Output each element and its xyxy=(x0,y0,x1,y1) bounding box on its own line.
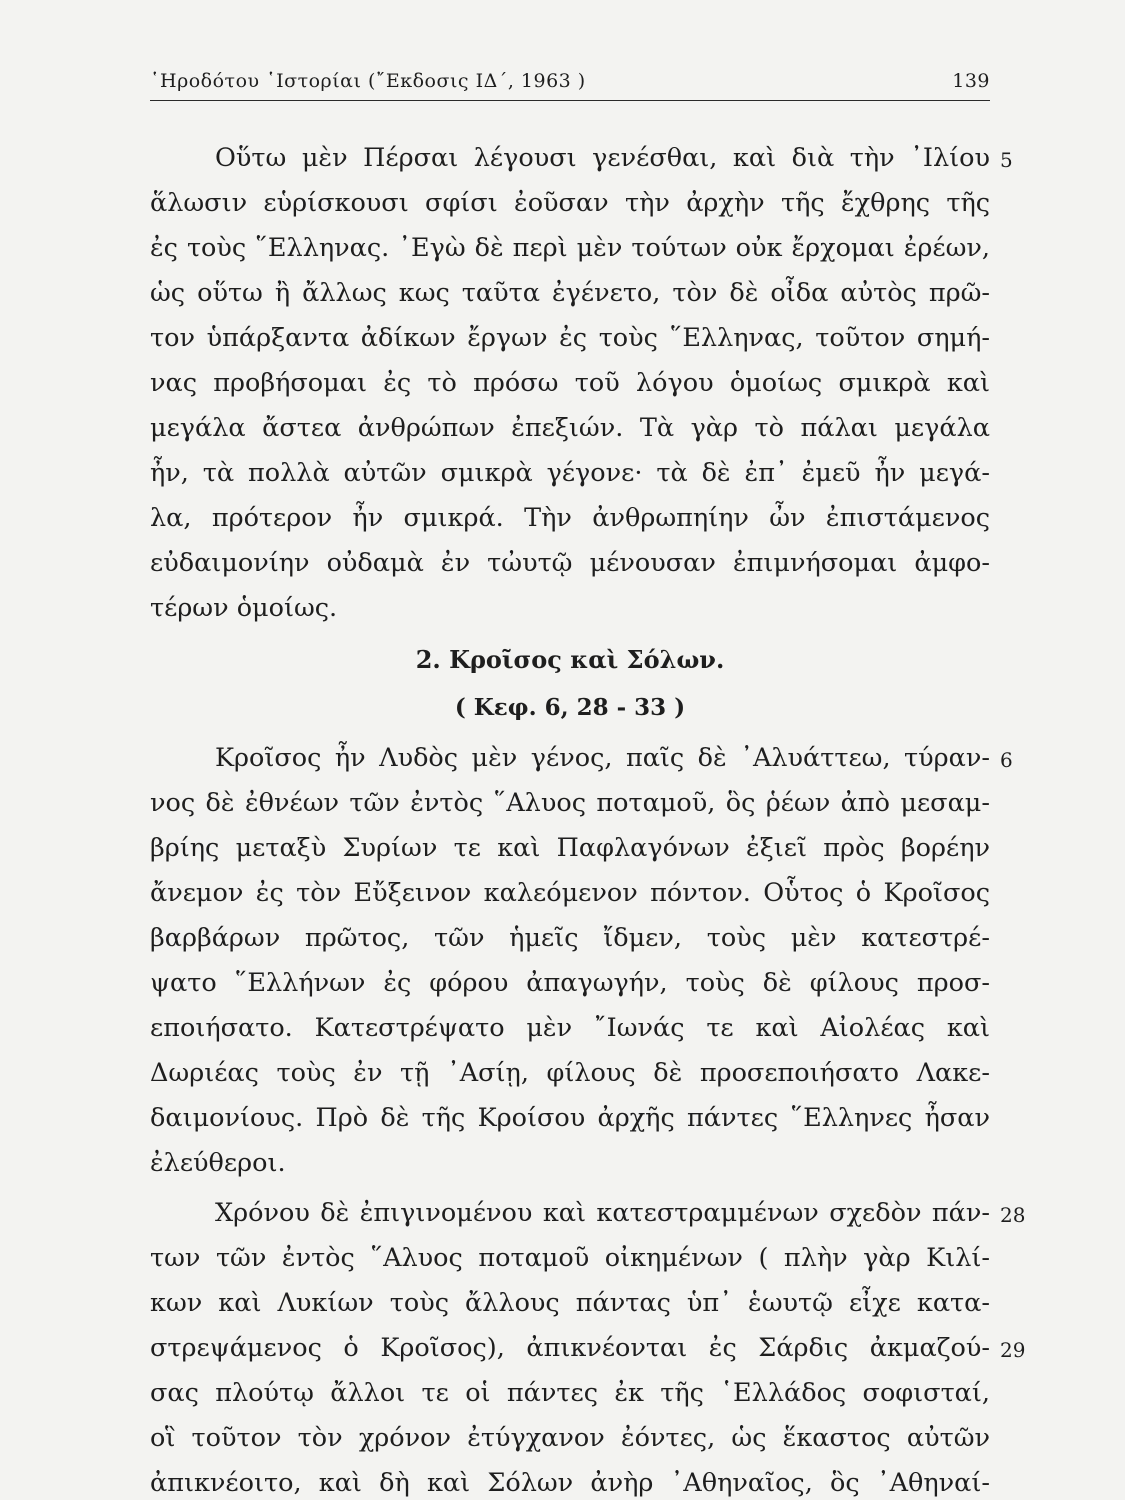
text-line: ἐλεύθεροι. xyxy=(150,1148,286,1178)
text-line: οἳ τοῦτον τὸν χρόνον ἐτύγχανον ἐόντες, ὡς ἕκαστος αὐτῶν xyxy=(150,1423,990,1453)
text-line: τον ὑπάρξαντα ἀδίκων ἔργων ἐς τοὺς ῞Ελληνας, τοῦτον σημή- xyxy=(150,323,990,353)
text-line: σας πλούτῳ ἄλλοι τε οἱ πάντες ἐκ τῆς ῾Ελλάδος σοφισταί, xyxy=(150,1378,990,1408)
header-title: ῾Ηροδότου ῾Ιστορίαι (῎Εκδοσις ΙΔ΄, 1963 ) xyxy=(150,70,586,92)
text-line: ἅλωσιν εὑρίσκουσι σφίσι ἐοῦσαν τὴν ἀρχὴν τῆς ἔχθρης τῆς xyxy=(150,188,990,218)
text-line: νας προβήσομαι ἐς τὸ πρόσω τοῦ λόγου ὁμοίως σμικρὰ καὶ xyxy=(150,368,990,398)
text-line: λα, πρότερον ἦν σμικρά. Τὴν ἀνθρωπηίην ὦν ἐπιστάμενος xyxy=(150,503,990,533)
text-line: εὐδαιμονίην οὐδαμὰ ἐν τὠυτῷ μένουσαν ἐπιμνήσομαι ἀμφο- xyxy=(150,548,990,578)
chapter-reference: ( Κεφ. 6, 28 - 33 ) xyxy=(454,694,686,721)
margin-number: 6 xyxy=(1000,748,1013,772)
text-line: τέρων ὁμοίως. xyxy=(150,593,338,623)
text-line: εποιήσατο. Κατεστρέψατο μὲν ῎Ιωνάς τε καὶ Αἰολέας καὶ xyxy=(150,1013,990,1043)
running-header xyxy=(150,70,990,98)
text-line: νος δὲ ἐθνέων τῶν ἐντὸς ῞Αλυος ποταμοῦ, ὃς ῥέων ἀπὸ μεσαμ- xyxy=(150,788,990,818)
margin-number: 28 xyxy=(1000,1203,1026,1227)
text-line: Χρόνου δὲ ἐπιγινομένου καὶ κατεστραμμένων σχεδὸν πάν- xyxy=(215,1198,990,1228)
text-line: μεγάλα ἄστεα ἀνθρώπων ἐπεξιών. Τὰ γὰρ τὸ πάλαι μεγάλα xyxy=(150,413,990,443)
text-line: Οὕτω μὲν Πέρσαι λέγουσι γενέσθαι, καὶ διὰ τὴν ᾽Ιλίου xyxy=(215,143,990,173)
text-line: ἐς τοὺς ῞Ελληνας. ᾽Εγὼ δὲ περὶ μὲν τούτων οὐκ ἔρχομαι ἐρέων, xyxy=(150,233,990,263)
text-line: βαρβάρων πρῶτος, τῶν ἡμεῖς ἴδμεν, τοὺς μὲν κατεστρέ- xyxy=(150,923,990,953)
text-line: δαιμονίους. Πρὸ δὲ τῆς Κροίσου ἀρχῆς πάντες ῞Ελληνες ἦσαν xyxy=(150,1103,990,1133)
text-line: στρεψάμενος ὁ Κροῖσος), ἀπικνέονται ἐς Σάρδις ἀκμαζού- xyxy=(150,1333,990,1363)
text-line: ψατο ῞Ελλήνων ἐς φόρου ἀπαγωγήν, τοὺς δὲ φίλους προσ- xyxy=(150,968,990,998)
text-line: Κροῖσος ἦν Λυδὸς μὲν γένος, παῖς δὲ ᾽Αλυάττεω, τύραν- xyxy=(215,743,990,773)
text-line: των τῶν ἐντὸς ῞Αλυος ποταμοῦ οἰκημένων ( πλὴν γὰρ Κιλί- xyxy=(150,1243,990,1273)
text-line: κων καὶ Λυκίων τοὺς ἄλλους πάντας ὑπ᾽ ἑωυτῷ εἶχε κατα- xyxy=(150,1288,990,1318)
section-heading: 2. Κροῖσος καὶ Σόλων. xyxy=(415,645,725,674)
text-line: Δωριέας τοὺς ἐν τῇ ᾽Ασίῃ, φίλους δὲ προσεποιήσατο Λακε- xyxy=(150,1058,990,1088)
text-line: ἦν, τὰ πολλὰ αὐτῶν σμικρὰ γέγονε· τὰ δὲ ἐπ᾽ ἐμεῦ ἦν μεγά- xyxy=(150,458,990,488)
header-rule xyxy=(150,100,990,101)
text-line: ὡς οὕτω ἢ ἄλλως κως ταῦτα ἐγένετο, τὸν δὲ οἶδα αὐτὸς πρῶ- xyxy=(150,278,990,308)
text-line: ἄνεμον ἐς τὸν Εὔξεινον καλεόμενον πόντον. Οὗτος ὁ Κροῖσος xyxy=(150,878,990,908)
text-line: ἀπικνέοιτο, καὶ δὴ καὶ Σόλων ἀνὴρ ᾽Αθηναῖος, ὃς ᾽Αθηναί- xyxy=(150,1468,990,1498)
margin-number: 29 xyxy=(1000,1338,1026,1362)
page-number: 139 xyxy=(952,70,990,92)
text-line: βρίης μεταξὺ Συρίων τε καὶ Παφλαγόνων ἐξιεῖ πρὸς βορέην xyxy=(150,833,990,863)
margin-number: 5 xyxy=(1000,148,1013,172)
